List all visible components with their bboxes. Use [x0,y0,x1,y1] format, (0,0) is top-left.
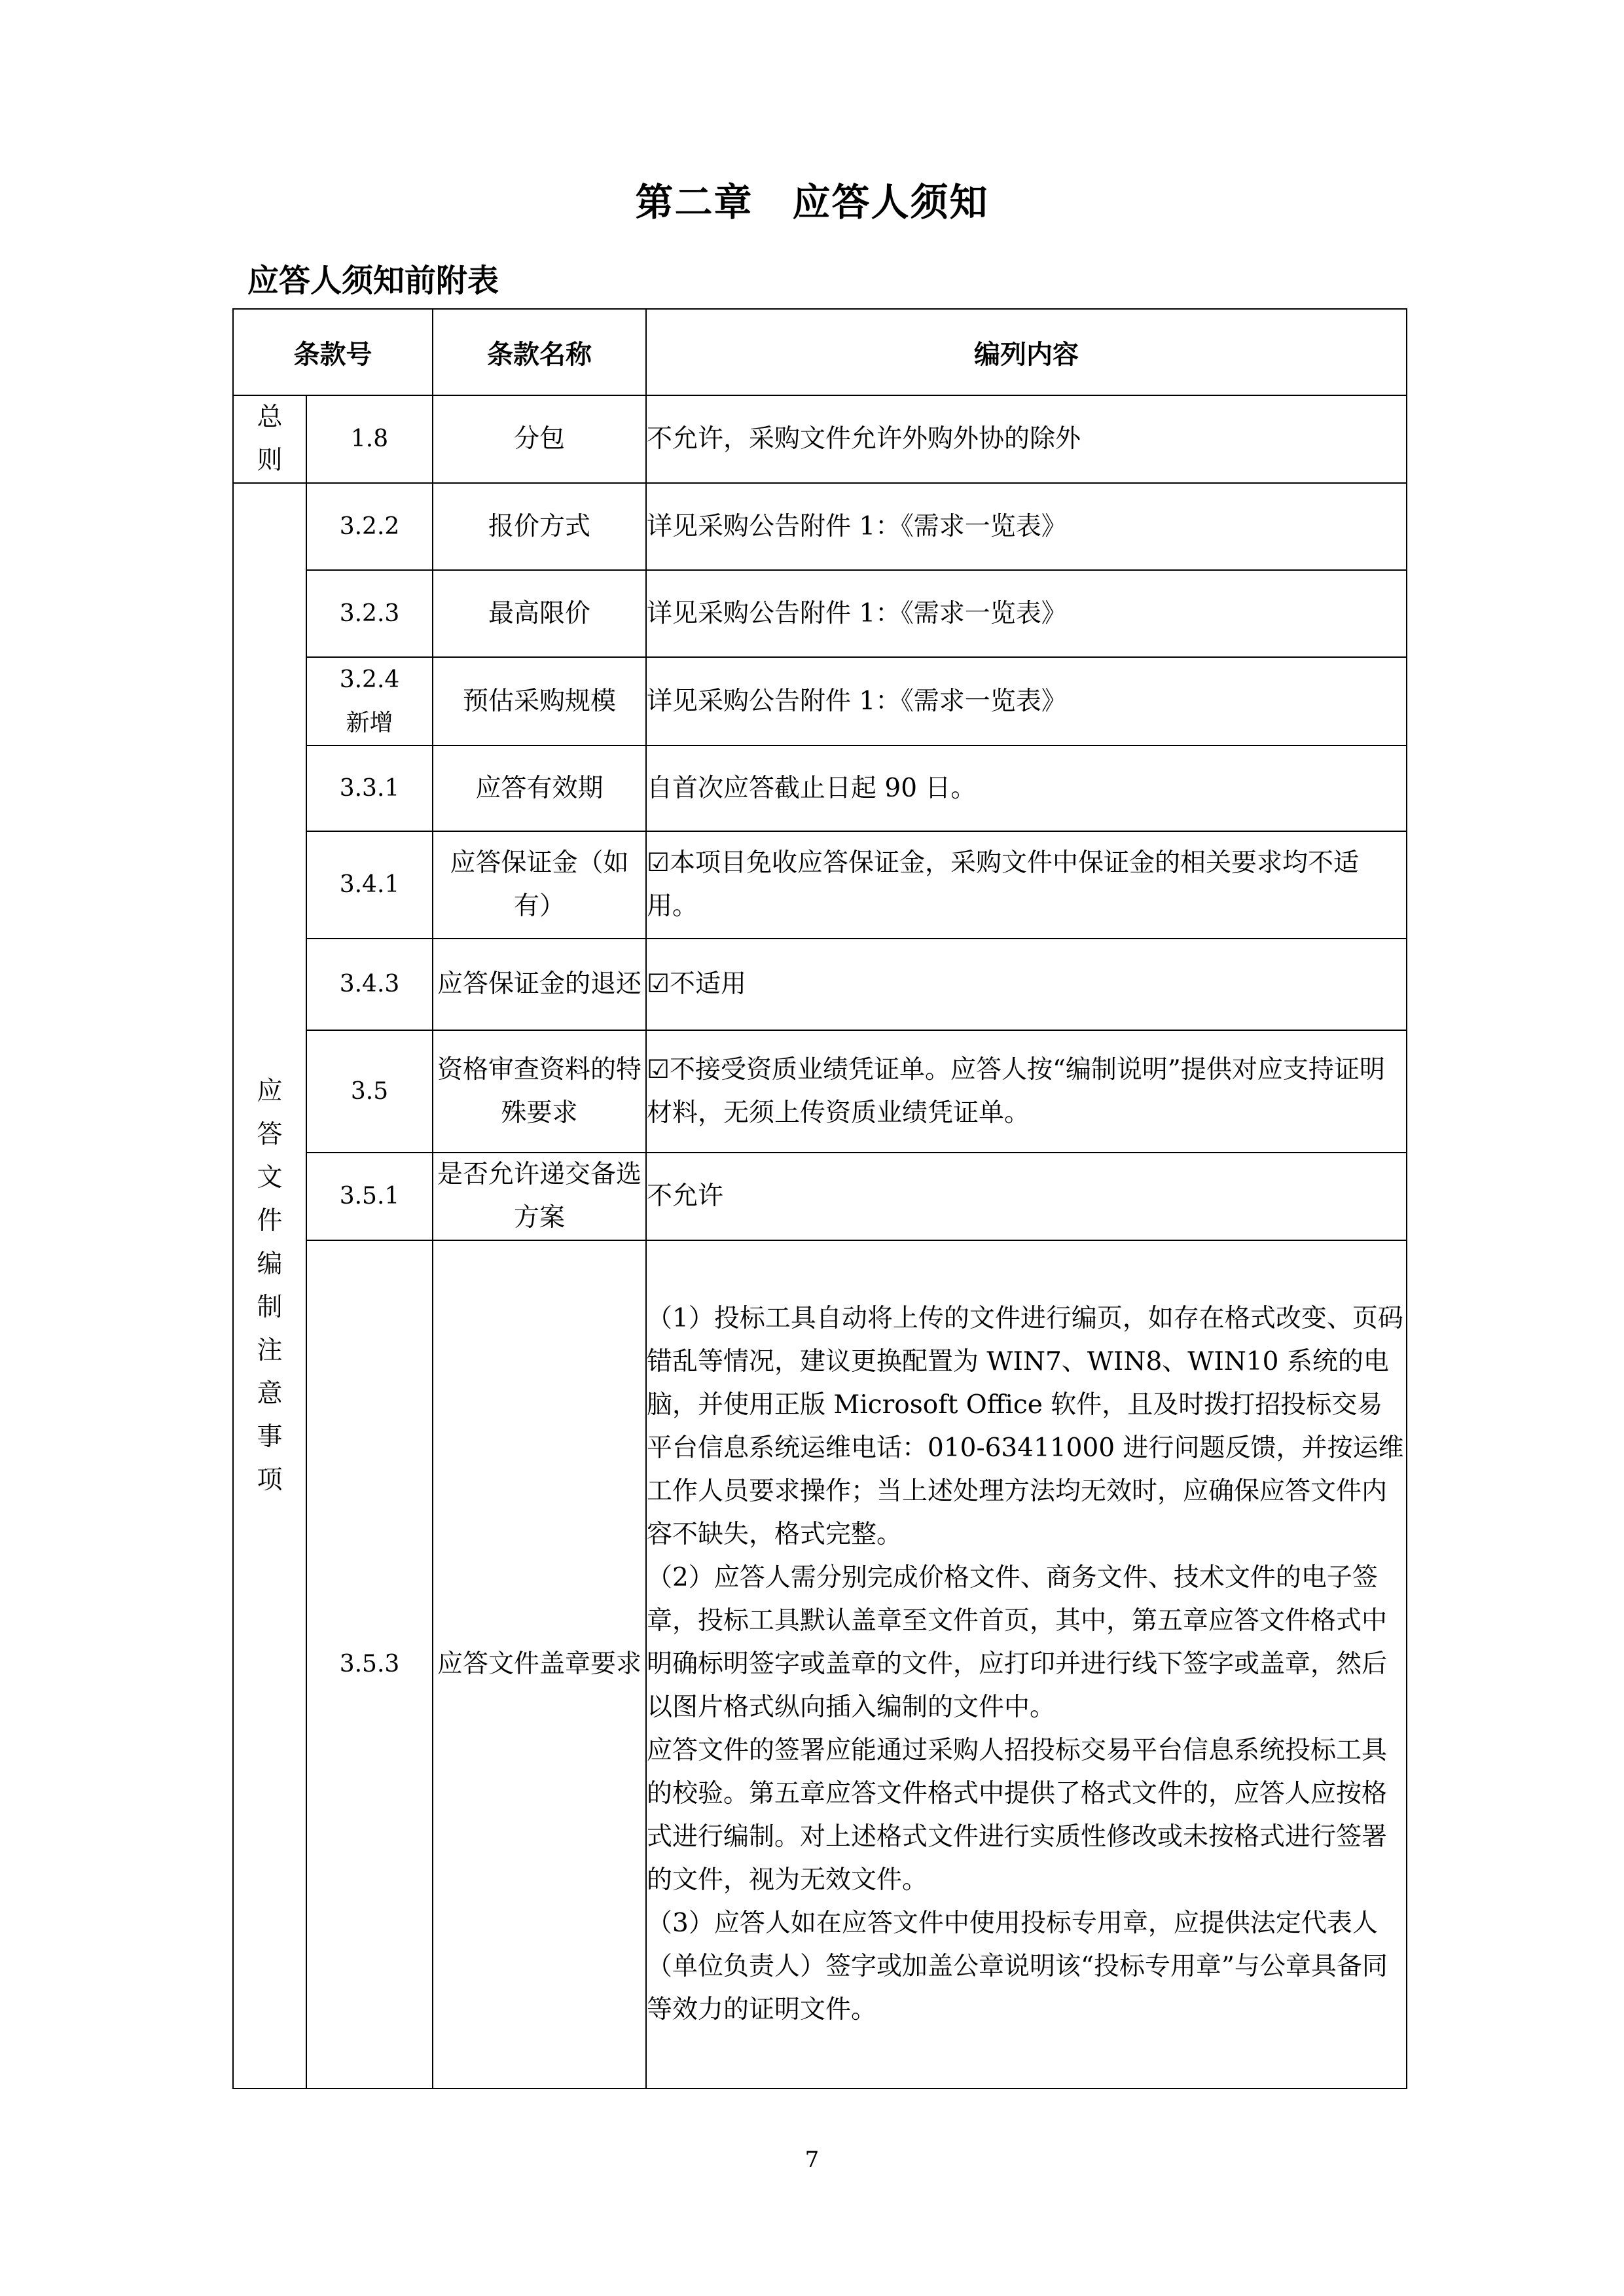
page-number: 7 [804,2147,820,2173]
clause-name: 是否允许递交备选方案 [433,1153,646,1240]
clause-content: 详见采购公告附件 1：《需求一览表》 [646,483,1407,570]
clause-content-text: 本项目免收应答保证金，采购文件中保证金的相关要求均不适用。 [647,848,1359,921]
table-row [233,745,1407,831]
clause-number: 3.5.3 [306,1240,433,2089]
table-row [233,483,1407,570]
clause-number: 3.2.2 [306,483,433,570]
clause-name: 应答文件盖章要求 [433,1240,646,2089]
clause-number [306,657,433,745]
clause-name: 最高限价 [433,570,646,657]
header-clause-no: 条款号 [233,309,433,395]
checkbox-checked-icon: ☑ [647,969,670,999]
table-row [233,831,1407,939]
header-clause-name: 条款名称 [433,309,646,395]
clause-number: 3.3.1 [306,745,433,831]
clause-name: 应答有效期 [433,745,646,831]
table-row [233,1153,1407,1240]
clause-content-text: 不接受资质业绩凭证单。应答人按“编制说明”提供对应支持证明材料，无须上传资质业绩凭证单。 [647,1054,1385,1128]
clause-content: 详见采购公告附件 1：《需求一览表》 [646,657,1407,745]
content-paragraph: 应答文件的签署应能通过采购人招投标交易平台信息系统投标工具的校验。第五章应答文件格式中提供了格式文件的，应答人应按格式进行编制。对上述格式文件进行实质性修改或未按格式进行签署的文件，视为无效文件。 [647,1736,1388,1895]
clause-content [646,831,1407,939]
checkbox-checked-icon: ☑ [647,1054,670,1085]
clause-number: 3.4.1 [306,831,433,939]
table-row [233,657,1407,745]
group-response-docs: 应答文件编制注意事项 [233,483,306,2089]
clause-name: 报价方式 [433,483,646,570]
notice-table [232,308,1407,2089]
clause-content-text: 不适用 [669,969,746,999]
clause-content [646,1030,1407,1153]
clause-content [646,939,1407,1030]
group-general: 总则 [233,395,306,483]
clause-name: 应答保证金的退还 [433,939,646,1030]
content-paragraph: （3）应答人如在应答文件中使用投标专用章，应提供法定代表人（单位负责人）签字或加盖公章说明该“投标专用章”与公章具备同等效力的证明文件。 [647,1909,1388,2024]
clause-number: 3.5 [306,1030,433,1153]
page-title: 第二章 应答人须知 [635,180,989,224]
table-row [233,939,1407,1030]
clause-name: 资格审查资料的特殊要求 [433,1030,646,1153]
clause-content: 不允许 [646,1153,1407,1240]
clause-number-value: 3.2.4 [339,666,400,693]
checkbox-checked-icon: ☑ [647,848,670,878]
clause-number: 1.8 [306,395,433,483]
clause-content [646,1240,1407,2089]
table-row [233,570,1407,657]
content-paragraph: （2）应答人需分别完成价格文件、商务文件、技术文件的电子签章，投标工具默认盖章至文件首页，其中，第五章应答文件格式中明确标明签字或盖章的文件，应打印并进行线下签字或盖章，然后以图片格式纵向插入编制的文件中。 [647,1563,1388,1722]
clause-name: 应答保证金（如有） [433,831,646,939]
clause-number: 3.2.3 [306,570,433,657]
table-row [233,1030,1407,1153]
header-content: 编列内容 [646,309,1407,395]
clause-number: 3.4.3 [306,939,433,1030]
clause-number-note: 新增 [346,709,393,736]
table-header-row [233,309,1407,395]
clause-name: 预估采购规模 [433,657,646,745]
table-row [233,395,1407,483]
clause-content: 不允许，采购文件允许外购外协的除外 [646,395,1407,483]
table-row [233,1240,1407,2089]
section-title: 应答人须知前附表 [247,262,499,299]
clause-content: 自首次应答截止日起 90 日。 [646,745,1407,831]
clause-name: 分包 [433,395,646,483]
clause-number: 3.5.1 [306,1153,433,1240]
clause-content: 详见采购公告附件 1：《需求一览表》 [646,570,1407,657]
content-paragraph: （1）投标工具自动将上传的文件进行编页，如存在格式改变、页码错乱等情况，建议更换配置为 WIN7、WIN8、WIN10 系统的电脑，并使用正版 Microsoft Office 软件，且及时拨打招投标交易平台信息系统运维电话：010-63411000 进行问题反馈，并按运维工作人员要求操作；当上述处理方法均无效时，应确保应答文件内容不缺失，格式完整。 [647,1304,1404,1549]
